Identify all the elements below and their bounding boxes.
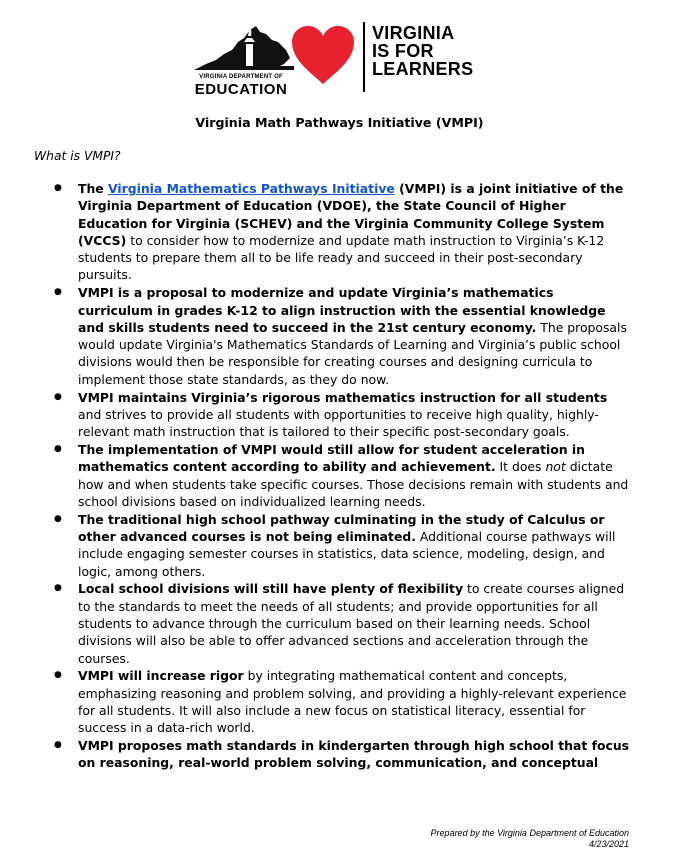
bullet-text: and strives to provide all students with opportunities to receive high quality, highly-relevant math instruction that is tailored to their specific post-secondary goals. (78, 406, 599, 440)
bullet-text: to create courses aligned to the standards to meet the needs of all students; and provide opportunities for all students to advance through the curriculum based on their learning needs. School divisions will also be able to offer advanced sections and acceleration through the courses. (78, 581, 625, 666)
footer-prepared-by: Prepared by the Virginia Department of Education (430, 828, 629, 838)
footer-date: 4/23/2021 (588, 839, 629, 849)
virginia-is-for-learners-logo (372, 24, 473, 78)
bullet-italic: not (545, 459, 566, 475)
bullet-item (52, 580, 632, 666)
logo-divider (363, 22, 365, 92)
bullet-bold: (VMPI) is a joint initiative of the Virginia Department of Education (VDOE), the State Council of Higher Education for Virginia (SCHEV) and the Virginia Community College System (VCCS) (78, 181, 624, 248)
bullet-text: The proposals would update Virginia's Mathematics Standards of Learning and Virginia’s public school divisions would then be responsible for creating courses and designing curricula to implement those state standards, as they do now. (78, 319, 627, 387)
bullet-item (52, 389, 632, 441)
bullet-bold: VMPI maintains Virginia’s rigorous mathematics instruction for all students (78, 389, 608, 405)
bullet-text-2: dictate how and when students take specific courses. Those decisions remain with students and school divisions based on individualized learning needs. (78, 459, 629, 509)
bullet-bold: VMPI proposes math standards in kindergarten through high school that focus on reasoning, real-world problem solving, communication, and conceptual (78, 738, 630, 771)
document-title: Virginia Math Pathways Initiative (VMPI) (195, 115, 484, 130)
logo-line-2: IS FOR (372, 41, 434, 61)
page-header (0, 12, 679, 102)
logo-line-1: VIRGINIA (372, 23, 455, 43)
vdoe-logo-subtitle: VIRGINIA DEPARTMENT OF (199, 74, 283, 80)
bullet-text: It does (495, 459, 546, 475)
bullet-bold: The implementation of VMPI would still allow for student acceleration in mathematics content according to ability and achievement. (78, 441, 585, 475)
bullet-item (52, 180, 632, 284)
vdoe-logo-title: EDUCATION (194, 81, 288, 98)
bullet-bold: The traditional high school pathway culminating in the study of Calculus or other advanced courses is not being eliminated. (78, 511, 605, 544)
bullet-lead: The (78, 181, 108, 196)
vmpi-link[interactable]: Virginia Mathematics Pathways Initiative (108, 181, 395, 196)
bullet-text: by integrating mathematical content and concepts, emphasizing reasoning and problem solving, and providing a highly-relevant experience for all students. It will also include a new focus on statistical literacy, essential for success in a data-rich world. (78, 668, 627, 736)
bullet-item (52, 441, 632, 510)
bullet-item (52, 667, 632, 736)
vdoe-logo (186, 20, 296, 100)
bullet-text: to consider how to modernize and update math instruction to Virginia’s K-12 students to prepare them all to be life ready and succeed in their post-secondary pursuits. (78, 232, 605, 283)
page-footer (431, 828, 629, 850)
virginia-state-icon (186, 20, 296, 76)
section-question: What is VMPI? (34, 149, 121, 163)
bullet-bold: VMPI will increase rigor (78, 668, 244, 684)
heart-icon (290, 24, 356, 86)
bullet-bold: Local school divisions will still have plenty of flexibility (78, 581, 464, 597)
bullet-list (52, 180, 632, 772)
logo-line-3: LEARNERS (372, 59, 474, 79)
bullet-bold: VMPI is a proposal to modernize and update Virginia’s mathematics curriculum in grades K-12 to align instruction with the essential knowledge and skills students need to succeed in the 21st century economy. (78, 285, 606, 335)
bullet-item (52, 511, 632, 580)
bullet-text: Additional course pathways will include engaging semester courses in statistics, data science, modeling, design, and logic, among others. (78, 528, 616, 579)
bullet-item (52, 737, 632, 772)
bullet-item (52, 284, 632, 388)
